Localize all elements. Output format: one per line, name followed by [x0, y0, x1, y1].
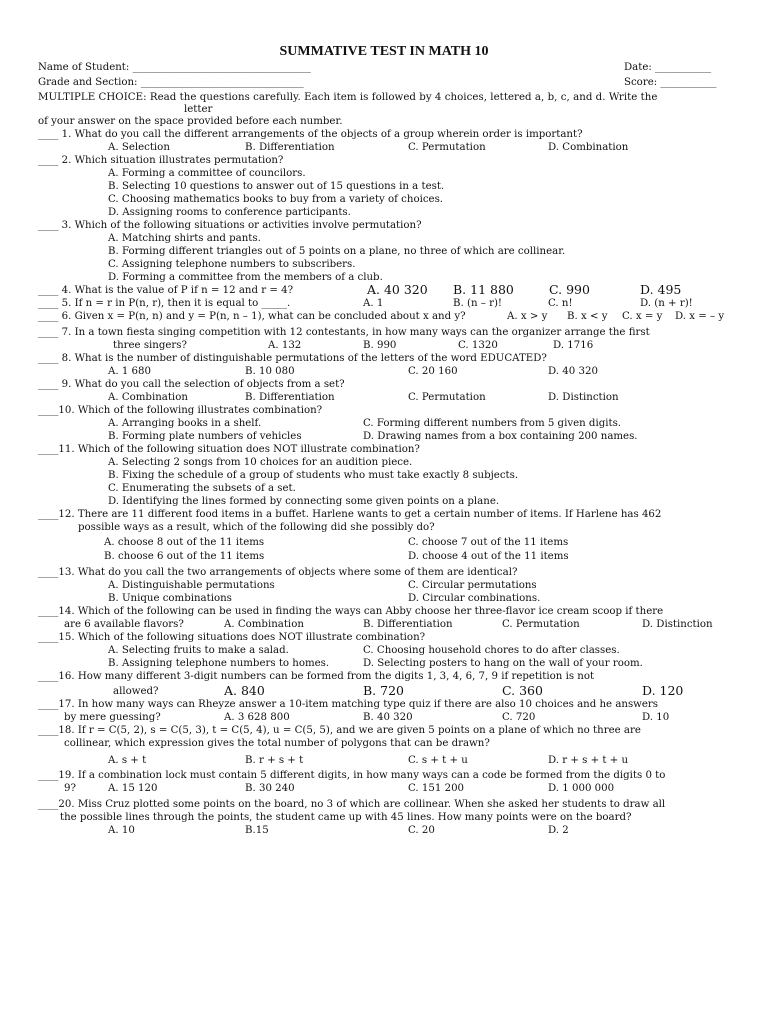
question-stem: ____17. In how many ways can Rheyze answer a 10-item matching type quiz if there are also 10 choices and he answers [38, 699, 659, 710]
question-stem: ____ 6. Given x = P(n, n) and y = P(n, n – 1), what can be concluded about x and y? [38, 311, 466, 322]
choice-d: D. r + s + t + u [548, 755, 629, 766]
choice-a: A. Distinguishable permutations [108, 580, 275, 591]
choice-a: A. Selection [108, 142, 170, 153]
question-stem: ____ 7. In a town fiesta singing competition with 12 contestants, in how many ways can the organizer arrange the first [38, 327, 650, 338]
choice-d: D. choose 4 out of the 11 items [408, 551, 569, 562]
choice-c: C. x = y [622, 311, 663, 322]
choice-a: A. 3 628 800 [224, 712, 290, 723]
choice-d: D. (n + r)! [640, 298, 693, 309]
instructions-line-1: MULTIPLE CHOICE: Read the questions carefully. Each item is followed by 4 choices, lettered a, b, c, and d. Write the [38, 92, 658, 103]
choice-b: B. r + s + t [245, 755, 304, 766]
choice-d: D. x = – y [675, 311, 725, 322]
question-stem: ____14. Which of the following can be used in finding the ways can Abby choose her three-flavor ice cream scoop if there [38, 606, 664, 617]
choice-d: D. 120 [642, 683, 684, 698]
choice-c: C. 20 [408, 825, 435, 836]
question-stem: ____10. Which of the following illustrates combination? [38, 405, 323, 416]
question-stem: ____ 3. Which of the following situations or activities involve permutation? [38, 220, 422, 231]
choice-c: C. Permutation [408, 392, 486, 403]
question-stem: ____11. Which of the following situation does NOT illustrate combination? [38, 444, 420, 455]
choice-b: B. Differentiation [245, 392, 335, 403]
question-stem-continued: collinear, which expression gives the total number of polygons that can be drawn? [64, 738, 490, 749]
question-stem-continued: the possible lines through the points, the student came up with 45 lines. How many points were on the board? [60, 812, 632, 823]
choice-b: B. x < y [567, 311, 608, 322]
choice-a: A. x > y [507, 311, 548, 322]
choice-a: A. Selecting fruits to make a salad. [108, 645, 289, 656]
choice-b: B. 40 320 [363, 712, 413, 723]
choice-b: B. Forming different triangles out of 5 points on a plane, no three of which are collinear. [108, 246, 566, 257]
choice-d: D. 2 [548, 825, 569, 836]
choice-c: C. Choosing household chores to do after classes. [363, 645, 620, 656]
choice-c: C. 720 [502, 712, 536, 723]
choice-d: D. Distinction [548, 392, 619, 403]
choice-d: D. Circular combinations. [408, 593, 541, 604]
question-stem: ____ 4. What is the value of P if n = 12 and r = 4? [38, 285, 294, 296]
choice-d: D. Assigning rooms to conference participants. [108, 207, 351, 218]
choice-c: C. Forming different numbers from 5 given digits. [363, 418, 622, 429]
choice-c: C. n! [548, 298, 573, 309]
instructions-line-2: letter [184, 104, 213, 115]
question-stem: ____ 8. What is the number of distinguishable permutations of the letters of the word EDUCATED? [38, 353, 547, 364]
choice-c: C. choose 7 out of the 11 items [408, 537, 569, 548]
question-stem-continued: are 6 available flavors? [64, 619, 184, 630]
choice-a: A. 1 680 [108, 366, 151, 377]
question-stem-continued: 9? [64, 783, 76, 794]
question-stem: ____20. Miss Cruz plotted some points on the board, no 3 of which are collinear. When she asked her students to draw all [38, 799, 666, 810]
choice-a: A. Matching shirts and pants. [108, 233, 261, 244]
question-stem: ____ 2. Which situation illustrates permutation? [38, 155, 284, 166]
choice-a: A. 40 320 [367, 282, 428, 297]
choice-d: D. Distinction [642, 619, 713, 630]
choice-b: B. 990 [363, 340, 397, 351]
choice-c: C. Permutation [408, 142, 486, 153]
question-stem-continued: three singers? [113, 340, 187, 351]
choice-d: D. Forming a committee from the members of a club. [108, 272, 383, 283]
choice-b: B. 11 880 [453, 282, 514, 297]
score-field-label: Score: ___________ [624, 77, 717, 88]
choice-a: A. 10 [108, 825, 135, 836]
choice-a: A. s + t [108, 755, 147, 766]
question-stem-continued: possible ways as a result, which of the following did she possibly do? [78, 522, 435, 533]
choice-d: D. 40 320 [548, 366, 598, 377]
choice-b: B.15 [245, 825, 269, 836]
question-stem-continued: by mere guessing? [64, 712, 161, 723]
choice-b: B. Differentiation [245, 142, 335, 153]
choice-d: D. Drawing names from a box containing 200 names. [363, 431, 638, 442]
choice-d: D. 1 000 000 [548, 783, 615, 794]
choice-d: D. Identifying the lines formed by connecting some given points on a plane. [108, 496, 500, 507]
choice-b: B. 10 080 [245, 366, 295, 377]
choice-a: A. Arranging books in a shelf. [108, 418, 262, 429]
page-title: SUMMATIVE TEST IN MATH 10 [279, 44, 489, 59]
question-stem: ____18. If r = C(5, 2), s = C(5, 3), t = C(5, 4), u = C(5, 5), and we are given 5 points on a plane of which no three are [38, 725, 641, 736]
name-field-label: Name of Student: ___________________________________ [38, 62, 311, 73]
choice-c: C. 1320 [458, 340, 498, 351]
date-field-label: Date: ___________ [624, 62, 712, 73]
choice-b: B. Unique combinations [108, 593, 232, 604]
choice-b: B. Selecting 10 questions to answer out of 15 questions in a test. [108, 181, 445, 192]
choice-a: A. 132 [268, 340, 302, 351]
choice-c: C. Enumerating the subsets of a set. [108, 483, 296, 494]
question-stem-continued: allowed? [113, 686, 159, 697]
choice-b: B. 30 240 [245, 783, 295, 794]
question-stem: ____13. What do you call the two arrangements of objects where some of them are identical? [38, 567, 518, 578]
choice-a: A. 1 [363, 298, 384, 309]
choice-c: C. 20 160 [408, 366, 458, 377]
choice-c: C. Permutation [502, 619, 580, 630]
choice-d: D. 495 [640, 282, 682, 297]
question-stem: ____19. If a combination lock must contain 5 different digits, in how many ways can a code be formed from the digits 0 to [38, 770, 666, 781]
instructions-line-3: of your answer on the space provided before each number. [38, 116, 343, 127]
choice-b: B. Differentiation [363, 619, 453, 630]
choice-b: B. (n – r)! [453, 298, 503, 309]
question-stem: ____12. There are 11 different food items in a buffet. Harlene wants to get a certain number of items. If Harlene has 462 [38, 509, 662, 520]
choice-c: C. 360 [502, 683, 543, 698]
choice-c: C. s + t + u [408, 755, 468, 766]
choice-d: D. 1716 [553, 340, 594, 351]
choice-a: A. 15 120 [108, 783, 158, 794]
question-stem: ____ 5. If n = r in P(n, r), then it is equal to _____. [38, 298, 291, 309]
choice-c: C. Assigning telephone numbers to subscribers. [108, 259, 356, 270]
choice-a: A. Forming a committee of councilors. [108, 168, 306, 179]
choice-b: B. Fixing the schedule of a group of students who must take exactly 8 subjects. [108, 470, 519, 481]
choice-c: C. 990 [549, 282, 590, 297]
choice-d: D. Combination [548, 142, 629, 153]
question-stem: ____16. How many different 3-digit numbers can be formed from the digits 1, 3, 4, 6, 7, 9 if repetition is not [38, 671, 595, 682]
choice-b: B. choose 6 out of the 11 items [104, 551, 265, 562]
choice-c: C. 151 200 [408, 783, 465, 794]
choice-a: A. Selecting 2 songs from 10 choices for an audition piece. [108, 457, 413, 468]
question-stem: ____ 9. What do you call the selection of objects from a set? [38, 379, 345, 390]
choice-a: A. choose 8 out of the 11 items [104, 537, 265, 548]
choice-b: B. Assigning telephone numbers to homes. [108, 658, 330, 669]
grade-section-field-label: Grade and Section: ________________________________ [38, 77, 304, 88]
choice-b: B. Forming plate numbers of vehicles [108, 431, 302, 442]
choice-a: A. Combination [108, 392, 188, 403]
choice-d: D. Selecting posters to hang on the wall of your room. [363, 658, 643, 669]
choice-c: C. Circular permutations [408, 580, 537, 591]
choice-a: A. 840 [224, 683, 265, 698]
choice-c: C. Choosing mathematics books to buy from a variety of choices. [108, 194, 444, 205]
choice-d: D. 10 [642, 712, 670, 723]
question-stem: ____ 1. What do you call the different arrangements of the objects of a group wherein order is important? [38, 129, 583, 140]
choice-a: A. Combination [224, 619, 304, 630]
question-stem: ____15. Which of the following situations does NOT illustrate combination? [38, 632, 426, 643]
choice-b: B. 720 [363, 683, 404, 698]
